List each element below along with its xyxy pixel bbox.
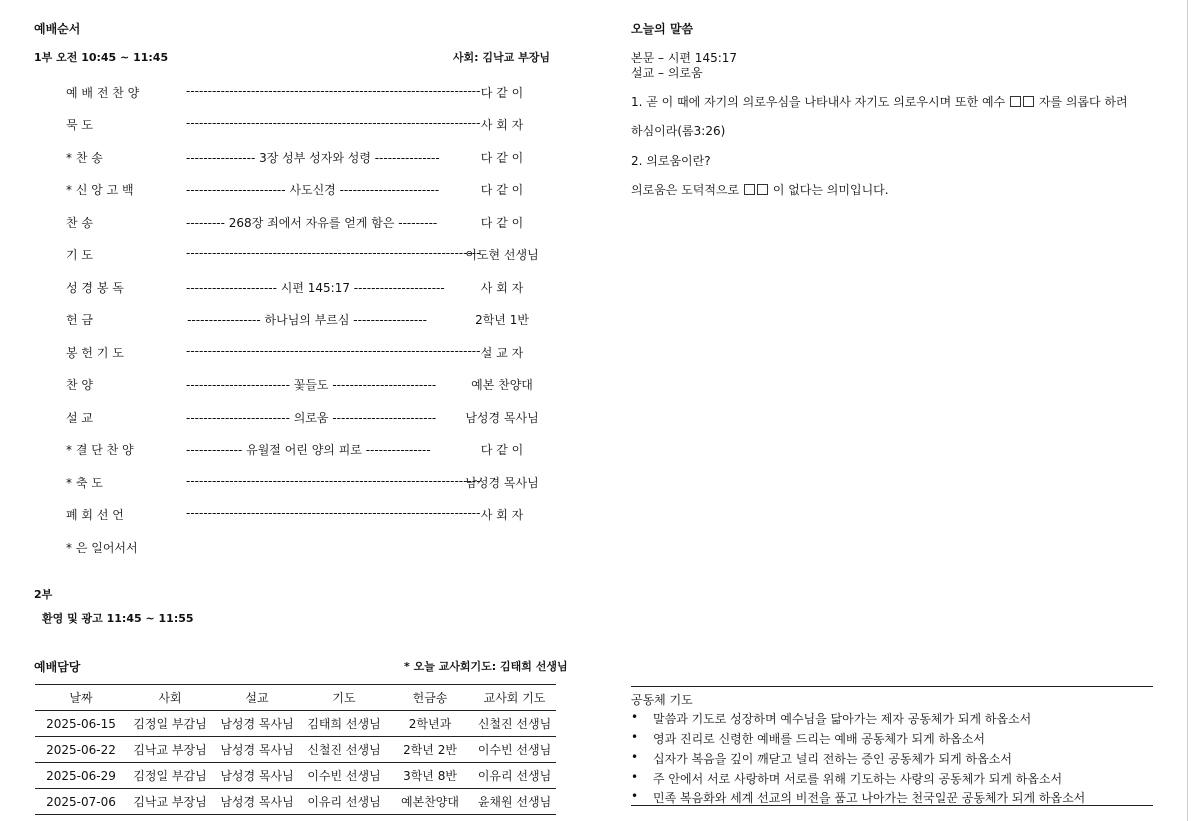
order-row [34, 279, 556, 297]
order-item-person: 다 같 이 [480, 183, 524, 197]
order-row [34, 181, 556, 199]
part1-label: 1부 오전 10:45 ~ 11:45 [34, 51, 169, 64]
column-header-offering-song: 헌금송 [387, 685, 473, 711]
answer-text-before: 의로움은 도덕적으로 [631, 183, 740, 197]
cell-host: 김낙교 부장님 [127, 737, 213, 763]
blank-box-icon [744, 184, 755, 195]
order-row [34, 344, 556, 362]
order-item-content: -------------------------------------------------------------------- [186, 84, 481, 98]
order-row [34, 376, 556, 394]
cell-host: 김정일 부감님 [127, 763, 213, 789]
order-item-content: --------- 268장 죄에서 자유를 얻게 함은 --------- [186, 216, 438, 230]
order-item-person: 사 회 자 [480, 118, 524, 132]
prayer-item-text: 말씀과 기도로 성장하며 예수님을 닮아가는 제자 공동체가 되게 하옵소서 [653, 712, 1032, 726]
column-header-date: 날짜 [35, 685, 127, 711]
order-item-name: 묵 도 [66, 118, 93, 132]
order-item-person: 다 같 이 [480, 216, 524, 230]
order-item-content: ------------------------ 꽃들도 ------------------------ [186, 378, 437, 392]
cell-sermon: 남성경 목사님 [213, 789, 301, 815]
cell-date: 2025-06-22 [35, 737, 127, 763]
order-row [34, 474, 556, 492]
cell-teacher-prayer: 신철진 선생님 [473, 711, 556, 737]
order-item-content: -------------------------------------------------------------------- [186, 344, 481, 358]
cell-offering-song: 예본찬양대 [387, 789, 473, 815]
welcome-announcement-label: 환영 및 광고 11:45 ~ 11:55 [42, 612, 194, 625]
cell-date: 2025-06-15 [35, 711, 127, 737]
cell-teacher-prayer: 이유리 선생님 [473, 763, 556, 789]
column-header-teacher-prayer: 교사회 기도 [473, 685, 556, 711]
cell-offering-song: 2학년과 [387, 711, 473, 737]
bullet-icon: • [631, 730, 639, 744]
blank-box-icon [1010, 96, 1021, 107]
order-item-name: 헌 금 [66, 313, 93, 327]
order-item-name: 기 도 [66, 248, 93, 262]
prayer-item-text: 영과 진리로 신령한 예배를 드리는 예배 공동체가 되게 하옵소서 [653, 732, 985, 746]
order-item-content: ----------------- 하나님의 부르심 ----------------- [187, 313, 427, 327]
table-row [35, 737, 556, 763]
order-item-name: 찬 송 [66, 216, 93, 230]
cell-sermon: 남성경 목사님 [213, 763, 301, 789]
bullet-icon: • [631, 750, 639, 764]
order-row [34, 506, 556, 524]
scripture-line: 본문 – 시편 145:17 [631, 51, 738, 65]
prayer-item-text: 민족 복음화와 세계 선교의 비전을 품고 나아가는 천국일꾼 공동체가 되게 하옵소서 [653, 791, 1086, 805]
prayer-item-text: 십자가 복음을 깊이 깨닫고 널리 전하는 증인 공동체가 되게 하옵소서 [653, 752, 1012, 766]
part1-header [34, 49, 550, 65]
community-prayer-section [631, 686, 1153, 806]
order-item-content: ------------- 유월절 어린 양의 피로 --------------- [186, 443, 431, 457]
table-row [35, 763, 556, 789]
question-1-text-after: 자를 의롭다 하려 [1038, 95, 1128, 109]
prayer-item-text: 주 안에서 서로 사랑하며 서로를 위해 기도하는 사랑의 공동체가 되게 하옵소서 [653, 772, 1063, 786]
order-item-person: 다 같 이 [480, 86, 524, 100]
todays-word-title: 오늘의 말씀 [631, 22, 694, 36]
standing-note: * 은 일어서서 [66, 541, 138, 555]
cell-date: 2025-06-29 [35, 763, 127, 789]
order-item-person: 다 같 이 [480, 443, 524, 457]
cell-teacher-prayer: 윤채원 선생님 [473, 789, 556, 815]
order-row [34, 409, 556, 427]
order-item-person: 이도현 선생님 [465, 248, 539, 262]
order-item-name: * 찬 송 [66, 151, 103, 165]
order-item-person: 2학년 1반 [475, 313, 529, 327]
blank-box-icon [1023, 96, 1034, 107]
order-row [34, 84, 556, 102]
cell-date: 2025-07-06 [35, 789, 127, 815]
order-item-person: 사 회 자 [480, 508, 524, 522]
cell-sermon: 남성경 목사님 [213, 737, 301, 763]
question-1 [631, 93, 1128, 110]
order-item-name: 봉 헌 기 도 [66, 346, 124, 360]
cell-host: 김낙교 부장님 [127, 789, 213, 815]
order-item-content: -------------------------------------------------------------------- [186, 506, 481, 520]
table-row [35, 711, 556, 737]
order-item-person: 남성경 목사님 [465, 476, 539, 490]
cell-teacher-prayer: 이수빈 선생님 [473, 737, 556, 763]
cell-offering-song: 2학년 2반 [387, 737, 473, 763]
order-item-name: 찬 양 [66, 378, 93, 392]
order-row [34, 311, 556, 329]
order-item-person: 설 교 자 [480, 346, 524, 360]
table-row [35, 789, 556, 815]
order-item-name: 성 경 봉 독 [66, 281, 124, 295]
worship-order-title: 예배순서 [34, 22, 81, 36]
order-item-content: --------------------- 시편 145:17 --------------------- [186, 281, 445, 295]
column-header-sermon: 설교 [213, 685, 301, 711]
order-item-name: 예 배 전 찬 양 [66, 86, 140, 100]
duty-table [35, 684, 556, 815]
order-item-content: -------------------------------------------------------------------- [186, 116, 481, 130]
teacher-prayer-note: * 오늘 교사회기도: 김태희 선생님 [404, 660, 568, 673]
order-row [34, 441, 556, 459]
cell-sermon: 남성경 목사님 [213, 711, 301, 737]
order-item-name: 폐 회 선 언 [66, 508, 124, 522]
answer-text-after: 이 없다는 의미입니다. [772, 183, 889, 197]
question-1-continuation: 하심이라(롬3:26) [631, 124, 726, 138]
host-label: 사회: 김낙교 부장님 [452, 51, 550, 64]
order-row [34, 214, 556, 232]
community-prayer-title: 공동체 기도 [631, 693, 693, 707]
question-1-text-before: 1. 곧 이 때에 자기의 의로우심을 나타내사 자기도 의로우시며 또한 예수 [631, 95, 1006, 109]
duty-title: 예배담당 [34, 660, 81, 674]
order-item-person: 예본 찬양대 [471, 378, 533, 392]
question-2-answer [631, 181, 889, 198]
question-2: 2. 의로움이란? [631, 154, 711, 168]
blank-box-icon [757, 184, 768, 195]
order-item-content: ---------------- 3장 성부 성자와 성령 --------------- [186, 151, 440, 165]
cell-host: 김정일 부감님 [127, 711, 213, 737]
order-item-name: * 결 단 찬 양 [66, 443, 134, 457]
cell-prayer: 이수빈 선생님 [301, 763, 387, 789]
cell-prayer: 이유리 선생님 [301, 789, 387, 815]
duty-table-header-row [35, 685, 556, 711]
sermon-line: 설교 – 의로움 [631, 66, 703, 80]
order-item-name: 설 교 [66, 411, 93, 425]
column-header-prayer: 기도 [301, 685, 387, 711]
order-item-name: * 축 도 [66, 476, 103, 490]
cell-prayer: 김태희 선생님 [301, 711, 387, 737]
page-edge-line [1187, 0, 1188, 821]
cell-prayer: 신철진 선생님 [301, 737, 387, 763]
column-header-host: 사회 [127, 685, 213, 711]
bullet-icon: • [631, 789, 639, 803]
order-item-person: 다 같 이 [480, 151, 524, 165]
order-item-content: ----------------------- 사도신경 ----------------------- [186, 183, 440, 197]
order-item-name: * 신 앙 고 백 [66, 183, 134, 197]
order-item-content: -------------------------------------------------------------------- [186, 474, 481, 488]
order-item-person: 남성경 목사님 [465, 411, 539, 425]
order-item-person: 사 회 자 [480, 281, 524, 295]
order-item-content: -------------------------------------------------------------------- [186, 246, 481, 260]
order-row [34, 149, 556, 167]
order-row [34, 246, 556, 264]
bullet-icon: • [631, 710, 639, 724]
part2-label: 2부 [34, 588, 53, 601]
cell-offering-song: 3학년 8반 [387, 763, 473, 789]
bullet-icon: • [631, 770, 639, 784]
order-row [34, 116, 556, 134]
order-item-content: ------------------------ 의로움 ------------------------ [186, 411, 437, 425]
